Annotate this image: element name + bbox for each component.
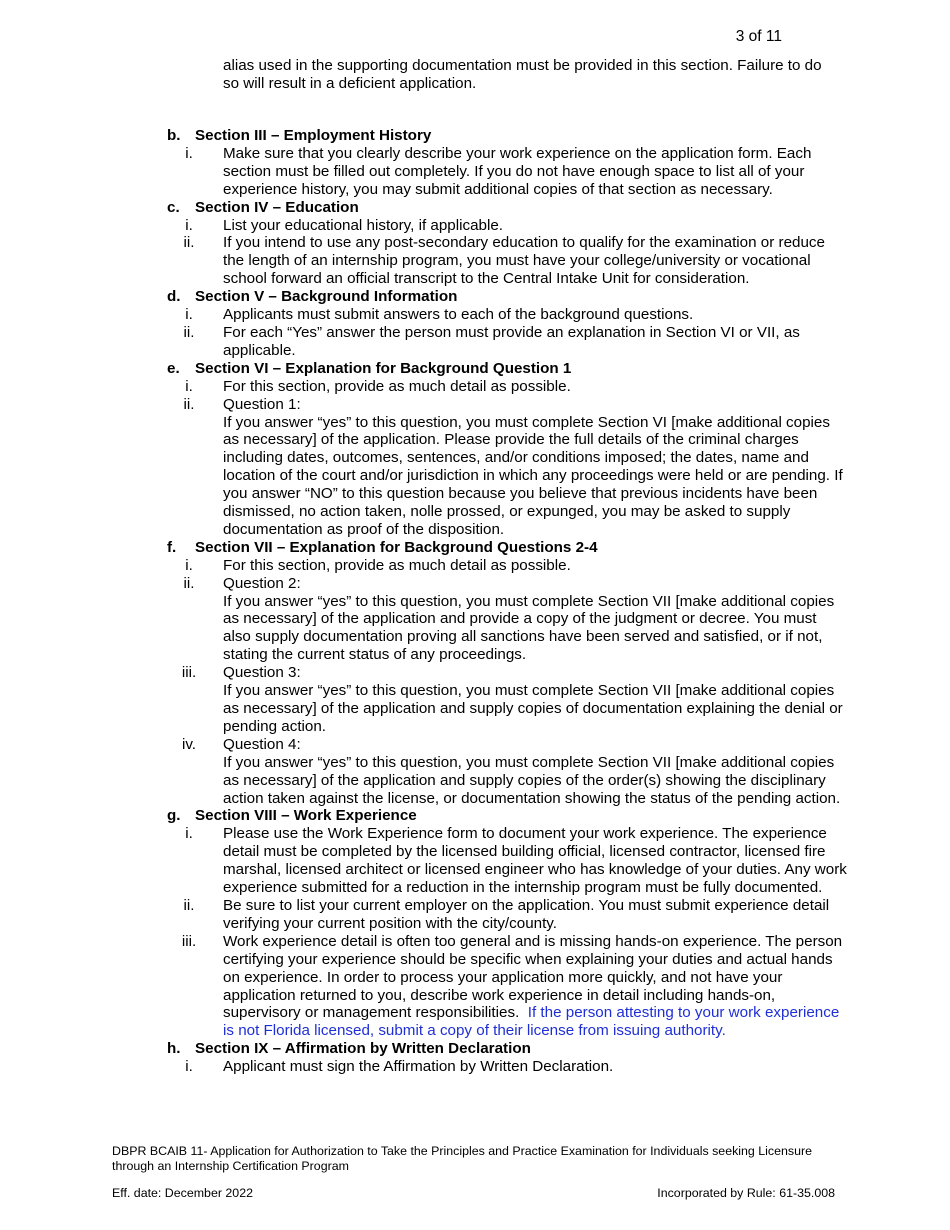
list-item xyxy=(167,897,847,933)
section-title: Section V – Background Information xyxy=(195,288,458,306)
item-number: ii. xyxy=(183,323,195,341)
list-item xyxy=(167,306,847,324)
section-title: Section III – Employment History xyxy=(195,127,432,144)
section-explanation-questions-2-4 xyxy=(167,539,847,808)
list-item xyxy=(167,396,847,539)
section-title: Section VI – Explanation for Background Question 1 xyxy=(195,359,572,377)
document-body xyxy=(167,127,847,1076)
section-letter: d. xyxy=(167,288,181,306)
item-text: For this section, provide as much detail as possible. xyxy=(223,556,571,574)
section-letter: h. xyxy=(167,1040,181,1058)
item-text: If you answer “yes” to this question, you must complete Section VII [make additional copies as necessary] of the application and provide a copy of the judgment or decree. You must also supply documentation proving all sanctions have been served and satisfied, or if not, stating the current status of any proceedings. xyxy=(223,592,835,664)
section-title: Section IX – Affirmation by Written Declaration xyxy=(195,1040,531,1058)
item-number: ii. xyxy=(183,395,195,413)
section-letter: c. xyxy=(167,198,180,216)
list-item xyxy=(167,324,847,360)
item-text: For this section, provide as much detail as possible. xyxy=(223,377,571,395)
list-item xyxy=(167,217,847,235)
section-work-experience xyxy=(167,807,847,1040)
item-text: Be sure to list your current employer on the application. You must submit experience detail verifying your current position with the city/county. xyxy=(223,896,830,932)
section-title: Section VIII – Work Experience xyxy=(195,807,417,825)
list-item xyxy=(167,575,847,665)
item-text: Applicants must submit answers to each of the background questions. xyxy=(223,306,694,324)
section-letter: b. xyxy=(167,127,181,144)
item-text: Applicant must sign the Affirmation by Written Declaration. xyxy=(223,1058,614,1076)
section-explanation-question-1 xyxy=(167,360,847,539)
list-item xyxy=(167,736,847,808)
footer-form-title: DBPR BCAIB 11- Application for Authorization to Take the Principles and Practice Examination for Individuals seeking Licensure through an Internship Certification Program xyxy=(112,1144,812,1173)
question-label: Question 1: xyxy=(223,395,301,413)
footer-effective-date: Eff. date: December 2022 xyxy=(112,1186,253,1200)
section-heading xyxy=(167,807,847,825)
intro-paragraph: alias used in the supporting documentation must be provided in this section. Failure to do so will result in a deficient application. xyxy=(223,57,822,92)
item-number: i. xyxy=(185,825,193,843)
highlighted-note: If the person attesting to your work experience is not Florida licensed, submit a copy of their license from issuing authority. xyxy=(223,1004,840,1040)
section-heading xyxy=(167,199,847,217)
section-letter: e. xyxy=(167,359,180,377)
list-item xyxy=(167,557,847,575)
item-text: Work experience detail is often too general and is missing hands-on experience. The person certifying your experience should be specific when explaining your duties and actual hands on experience. In order to process your application more quickly, and not have your application returned to you, describe work experience in detail including hands-on, supervisory or management responsibilities. xyxy=(223,932,843,1022)
item-text: List your educational history, if applicable. xyxy=(223,216,503,234)
item-number: ii. xyxy=(183,896,195,914)
item-number: iii. xyxy=(181,932,197,950)
item-text: If you answer “yes” to this question, you must complete Section VI [make additional copies as necessary] of the application. Please provide the full details of the criminal charges including dates, outcomes, sentences, and/or conditions imposed; the dates, name and location of the court and/or jurisdiction in which any proceedings were held or are pending. If you answer “NO” to this question because you believe that previous incidents have been dismissed, no action taken, nolle prossed, or expunged, you may be asked to supply documentation as proof of the disposition. xyxy=(223,413,843,538)
item-number: i. xyxy=(185,306,193,324)
list-item xyxy=(167,145,847,199)
question-label: Question 3: xyxy=(223,664,301,682)
section-heading xyxy=(167,1040,847,1058)
list-item xyxy=(167,378,847,396)
section-background-information xyxy=(167,288,847,360)
item-number: iii. xyxy=(181,664,197,682)
item-number: i. xyxy=(185,377,193,395)
item-number: iv. xyxy=(181,735,197,753)
item-text: Please use the Work Experience form to document your work experience. The experience detail must be completed by the licensed building official, licensed contractor, licensed fire marshal, licensed architect or licensed engineer who has knowledge of your duties. Any work experience submitted for a reduction in the internship program must be fully documented. xyxy=(223,825,847,897)
section-title: Section VII – Explanation for Background Questions 2-4 xyxy=(195,538,598,556)
item-text: If you answer “yes” to this question, you must complete Section VII [make additional copies as necessary] of the application and supply copies of the order(s) showing the disciplinary action taken against the license, or documentation showing the status of the pending action. xyxy=(223,753,841,807)
item-text: Make sure that you clearly describe your work experience on the application form. Each section must be filled out completely. If you do not have enough space to list all of your experience history, you may submit additional copies of that section as necessary. xyxy=(223,144,812,198)
section-education xyxy=(167,199,847,289)
list-item xyxy=(167,825,847,897)
section-heading xyxy=(167,539,847,557)
item-number: ii. xyxy=(183,574,195,592)
list-item xyxy=(167,933,847,1040)
item-number: i. xyxy=(185,1058,193,1076)
item-text: If you intend to use any post-secondary education to qualify for the examination or reduce the length of an internship program, you must have your college/university or vocational school forward an official transcript to the Central Intake Unit for consideration. xyxy=(223,234,825,288)
section-title: Section IV – Education xyxy=(195,198,359,216)
list-item xyxy=(167,1058,847,1076)
section-employment-history xyxy=(167,127,847,199)
item-number: ii. xyxy=(183,234,195,252)
item-number: i. xyxy=(185,556,193,574)
list-item xyxy=(167,664,847,736)
section-affirmation xyxy=(167,1040,847,1076)
section-letter: f. xyxy=(167,538,177,556)
question-label: Question 2: xyxy=(223,574,301,592)
item-number: i. xyxy=(185,216,193,234)
item-text: For each “Yes” answer the person must provide an explanation in Section VI or VII, as applicable. xyxy=(223,323,800,359)
page-number: 3 of 11 xyxy=(735,28,782,45)
section-heading xyxy=(167,360,847,378)
item-text: If you answer “yes” to this question, you must complete Section VII [make additional copies as necessary] of the application and supply copies of documentation explaining the denial or pending action. xyxy=(223,682,843,735)
section-heading xyxy=(167,127,847,145)
footer-rule-reference: Incorporated by Rule: 61-35.008 xyxy=(657,1186,835,1200)
section-heading xyxy=(167,288,847,306)
section-letter: g. xyxy=(167,807,181,825)
list-item xyxy=(167,234,847,288)
question-label: Question 4: xyxy=(223,735,301,753)
item-number: i. xyxy=(185,144,193,162)
